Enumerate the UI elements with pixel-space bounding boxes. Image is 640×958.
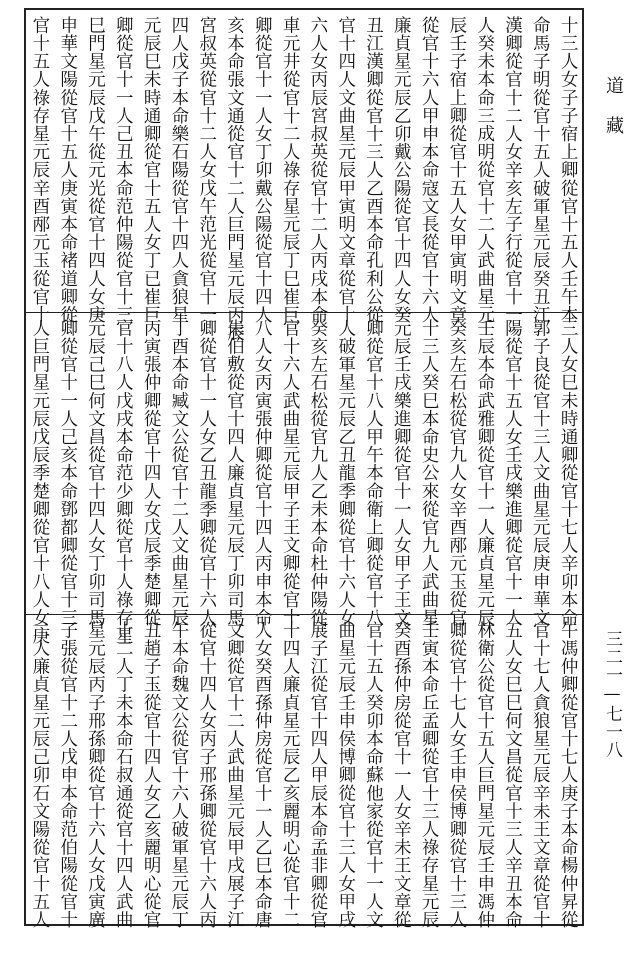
text-column: 五人女巳巳何文昌從官十三人辛丑本命 <box>502 621 523 929</box>
text-column: 人破軍星元辰乙丑龍季卿從官十六人女 <box>335 319 356 627</box>
text-column: 十四人廉貞星元辰乙亥麗明心從官十二 <box>280 621 301 929</box>
text-column: 六人女丙辰宮叔英從官十二人丙戌本命 <box>307 16 328 324</box>
text-column: 漢卿從官十二人女辛亥左子行從官十一 <box>502 16 523 324</box>
text-column: 八人女丙寅張仲卿從官十四人丙申本命 <box>252 319 273 627</box>
text-column: 星元辰丙子邢孫卿從官十六人女戊寅廣 <box>85 621 106 929</box>
text-column: 癸亥左石松從官九人女辛酉邴元玉從官 <box>446 319 467 627</box>
text-column: 辰壬子宿上卿從官十五人女甲寅明文章 <box>446 16 467 324</box>
text-column: 郭子良從官十三人文曲星元辰庚申華文 <box>530 319 551 627</box>
text-column: 車元井從官十二人祿存星元辰丁巳崔巨 <box>280 16 301 324</box>
text-column: 癸亥左石松從官九人乙未本命杜仲陽從 <box>307 319 328 627</box>
text-column: 午馮仲卿從官十七人庚子本命楊仲昇從 <box>558 621 579 929</box>
text-column: 壬寅本命丘孟卿從官十三人祿存星元辰 <box>419 621 440 929</box>
text-column: 人癸未本命三成明從官十二人武曲星元 <box>474 16 495 324</box>
text-column: 展子江從官十四人甲辰本命孟非卿從官 <box>307 621 328 929</box>
panel-bottom <box>26 614 582 929</box>
text-column: 官十四人文曲星元辰甲寅明文章從官十 <box>335 16 356 324</box>
text-column: 元辰壬戌樂進卿從官十一人女甲子王文 <box>391 319 412 627</box>
text-column: 陽從官十五人女壬戌樂進卿從官十一人 <box>502 319 523 627</box>
text-column: 丑江漢卿從官十三人乙酉本命孔利公從 <box>363 16 384 324</box>
text-column: 壬辰本命武雅卿從官十一人廉貞星元辰 <box>474 319 495 627</box>
text-column: 丁酉本命臧文公從官十二人文曲星元辰 <box>168 319 189 627</box>
text-column: 官十八人戊戌本命范少卿從官十人祿存星 <box>113 319 134 645</box>
text-column: 官十五人祿存星元辰辛酉邴元玉從官十 <box>29 16 50 324</box>
text-column: 卿從官十一人己亥本命鄧都卿從官十三 <box>57 319 78 627</box>
text-column: 朱伯敷從官十四人廉貞星元辰丁卯司馬 <box>224 319 245 627</box>
text-column: 癸酉孫仲房從官十一人女辛未王文章從 <box>391 621 412 929</box>
panel-top <box>26 10 582 342</box>
margin-page-number: 三二一—七一八 <box>602 630 622 759</box>
text-column: 巳門星元辰戊午從元光從官十四人女庚 <box>85 16 106 324</box>
text-column: 丙寅張仲卿從官十四人女戊辰季楚卿從 <box>141 319 162 627</box>
text-column: 卿從官十七人女壬申侯博卿從官十三人 <box>446 621 467 929</box>
text-column: 人巨門星元辰戊辰季楚卿從官十八人女庚 <box>29 319 50 645</box>
text-column: 官十五人癸卯本命蘇他家從官十一人文 <box>363 621 384 929</box>
text-column: 人女癸酉孫仲房從官十一人乙巳本命唐 <box>252 621 273 929</box>
margin-title: 道藏 <box>603 76 624 156</box>
text-column: 命馬子明從官十五人破軍星元辰癸丑江 <box>530 16 551 324</box>
text-column: 曲星元辰壬申侯博卿從官十三人女甲戌 <box>335 621 356 929</box>
text-column: 從官十六人甲申本命寇文長從官十六人 <box>419 16 440 324</box>
text-column: 宮叔英從官十二人女戊午范光從官十一 <box>196 16 217 324</box>
text-column: 卿從官十八人甲午本命衛上卿從官十八 <box>363 319 384 627</box>
text-column: 三人女巳未時通卿從官十七人辛卯本命 <box>558 319 579 627</box>
text-column: 元辰己巳何文昌從官十四人女丁卯司馬 <box>85 319 106 627</box>
text-column: 子張從官十二人戊申本命范伯陽從官十 <box>57 621 78 929</box>
text-column: 亥本命張文通從官十二人巨門星元辰丙辰 <box>224 16 245 342</box>
text-column: 卿從官十一人己丑本命范仲陽從官十三 <box>113 16 134 324</box>
text-column: 元辰巳未時通卿從官十五人女丁已崔巨 <box>141 16 162 324</box>
text-column: 十三人女子子宿上卿從官十五人壬午本 <box>558 16 579 324</box>
text-column: 十二人丁未本命石叔通從官十四人武曲 <box>113 621 134 929</box>
text-column: 文卿從官十二人武曲星元辰甲戌展子江 <box>224 621 245 929</box>
text-column: 十三人癸巳本命史公來從官九人武曲星 <box>419 319 440 627</box>
text-column: 申華文陽從官十五人庚寅本命褚道卿從 <box>57 16 78 324</box>
text-frame <box>24 8 584 929</box>
panel-middle <box>26 312 582 645</box>
text-column: 丑趙子玉從官十四人女乙亥麗明心從官 <box>141 621 162 929</box>
text-column: 午本命魏文公從官十六人破軍星元辰丁 <box>168 621 189 929</box>
text-column: 四人戊子本命樂石陽從官十四人貪狼星 <box>168 16 189 324</box>
text-column: 廉貞星元辰乙卯戴公陽從官十四人女癸 <box>391 16 412 324</box>
text-column: 林衛公從官十五人巨門星元辰壬申馮仲 <box>474 621 495 929</box>
text-column: 二人廉貞星元辰己卯石文陽從官十五人 <box>29 621 50 929</box>
text-column: 從官十四人女丙子邢孫卿從官十六人丙 <box>196 621 217 929</box>
text-column: 官十六人武曲星元辰甲子王文卿從官十 <box>280 319 301 627</box>
text-column: 卿從官十一人女丁卯戴公陽從官十四人 <box>252 16 273 324</box>
text-column: 卿從官十一人女乙丑龍季卿從官十六人 <box>196 319 217 627</box>
text-column: 官十七人貪狼星元辰辛未王文章從官十 <box>530 621 551 929</box>
